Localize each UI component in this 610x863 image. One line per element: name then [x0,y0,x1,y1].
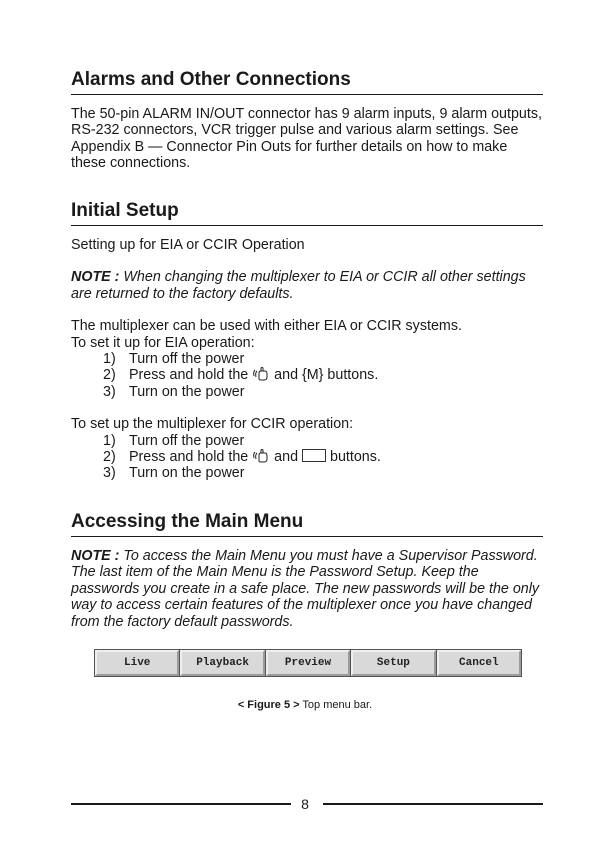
setup-button[interactable]: Setup [351,650,435,676]
list-item [71,384,543,400]
live-button[interactable]: Live [95,650,179,676]
preview-button[interactable]: Preview [266,650,350,676]
step-text: and {M} buttons. [270,367,379,384]
eia-line1: The multiplexer can be used with either EIA or CCIR systems. [71,318,462,335]
footer-rule-right [323,803,543,805]
list-item [71,351,543,367]
step-text: and [270,449,303,466]
step-text: Press and hold the [129,367,253,384]
note-label: NOTE : [71,269,120,286]
step-number: 1) [103,351,116,368]
step-text: Press and hold the [129,449,253,466]
page-number: 8 [301,796,309,812]
list-item [71,433,543,449]
section-heading-setup: Initial Setup [71,200,543,226]
step-number: 2) [103,449,116,466]
section-initial-setup [71,200,543,482]
playback-button[interactable]: Playback [180,650,264,676]
alarms-body-text: The 50-pin ALARM IN/OUT connector has 9 alarm inputs, 9 alarm outputs, RS-232 connectors, VCR trigger pulse and various alarm settings. See Appendix B — Connector Pin Outs for further details on how to make these connections. [71,106,542,172]
list-item [71,449,543,465]
step-text: buttons. [326,449,381,466]
ccir-line: To set up the multiplexer for CCIR operation: [71,416,354,433]
section-heading-alarms: Alarms and Other Connections [71,69,543,95]
eia-line2: To set it up for EIA operation: [71,334,255,351]
step-number: 3) [103,383,116,400]
step-text: Turn off the power [129,432,245,449]
step-number: 2) [103,367,116,384]
cancel-button[interactable]: Cancel [437,650,521,676]
step-number: 1) [103,432,116,449]
note-text: To access the Main Menu you must have a Supervisor Password. The last item of the Main Menu is the Password Setup. Keep the passwords you create in a safe place. The new passwords will be the only way to access certain features of the multiplexer once you have changed from the factory default passwords. [71,548,540,630]
step-text: Turn on the power [129,383,245,400]
setup-intro: Setting up for EIA or CCIR Operation [71,237,305,253]
section-heading-menu: Accessing the Main Menu [71,511,543,537]
note-label: NOTE : [71,548,120,564]
menu-note [71,548,543,630]
step-number: 3) [103,465,116,482]
blank-key-icon [302,449,326,462]
list-item [71,367,543,383]
step-text: Turn on the power [129,465,245,482]
note-text: When changing the multiplexer to EIA or CCIR all other settings are returned to the factory defaults. [71,269,526,302]
top-menu-bar-figure [94,649,522,677]
figure-label: < Figure 5 > [237,699,300,711]
hand-press-icon [252,367,270,381]
list-item [71,465,543,481]
step-text: Turn off the power [129,351,245,368]
ccir-steps [71,433,543,482]
figure-caption [0,699,610,711]
setup-note [71,269,543,302]
eia-steps [71,351,543,400]
figure-caption-text: Top menu bar. [299,699,373,711]
hand-press-icon [252,449,270,463]
section-alarms [71,69,543,172]
section-main-menu [71,511,543,630]
